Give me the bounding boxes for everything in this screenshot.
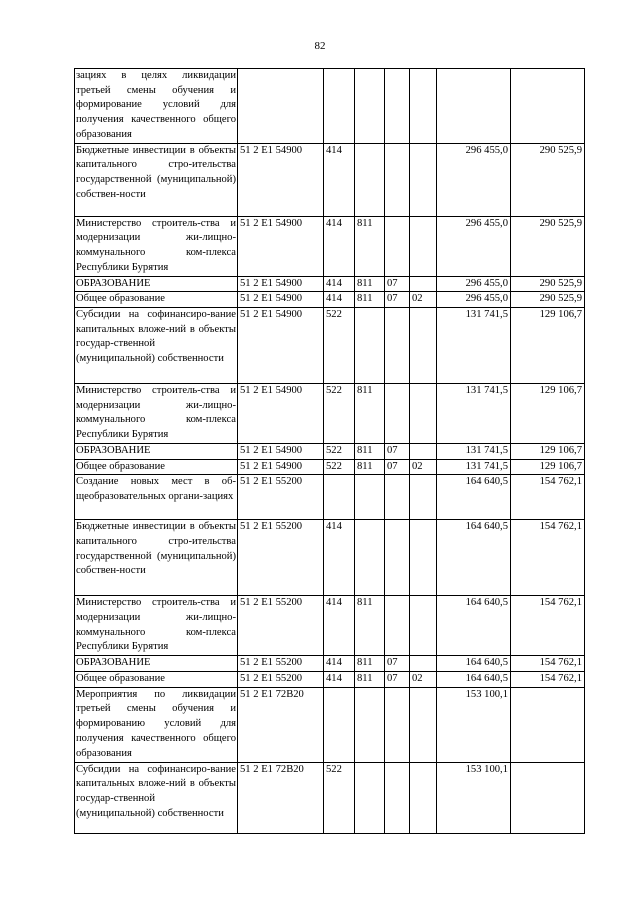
row-vr-cell: 414 — [324, 672, 355, 688]
row-rz-cell — [385, 475, 410, 520]
row-csr-cell: 51 2 E1 54900 — [238, 216, 324, 276]
row-vr-cell: 522 — [324, 307, 355, 383]
row-sum-2020-cell: 153 100,1 — [437, 762, 511, 833]
row-sum-2020-cell — [437, 69, 511, 144]
row-name-cell: Бюджетные инвестиции в объекты капитального стро-ительства государственной (муниципальной) собствен-ности — [75, 143, 238, 216]
row-csr-cell: 51 2 E1 54900 — [238, 443, 324, 459]
row-vr-cell: 414 — [324, 596, 355, 656]
row-sum-2020-cell: 164 640,5 — [437, 520, 511, 596]
row-csr-cell: 51 2 E1 54900 — [238, 383, 324, 443]
row-vr-cell: 414 — [324, 276, 355, 292]
row-sum-2021-cell: 129 106,7 — [511, 307, 585, 383]
row-sum-2020-cell: 131 741,5 — [437, 459, 511, 475]
row-rz-cell — [385, 69, 410, 144]
row-name-cell: Субсидии на софинансиро-вание капитальных вложе-ний в объекты государ-ственной (муниципальной) собственности — [75, 762, 238, 833]
row-pr-cell — [410, 307, 437, 383]
row-vr-cell: 414 — [324, 143, 355, 216]
table-row — [75, 762, 585, 833]
table-row — [75, 459, 585, 475]
row-csr-cell: 51 2 E1 72В20 — [238, 762, 324, 833]
row-grbs-cell: 811 — [355, 276, 385, 292]
row-sum-2021-cell — [511, 69, 585, 144]
row-pr-cell — [410, 383, 437, 443]
row-vr-cell: 522 — [324, 459, 355, 475]
row-name-cell: зациях в целях ликвидации третьей смены обучения и формирование условий для получения качественного общего образования — [75, 69, 238, 144]
row-rz-cell — [385, 216, 410, 276]
row-sum-2020-cell: 153 100,1 — [437, 687, 511, 762]
row-vr-cell: 414 — [324, 656, 355, 672]
table-row — [75, 672, 585, 688]
row-csr-cell: 51 2 E1 55200 — [238, 596, 324, 656]
row-csr-cell: 51 2 E1 55200 — [238, 672, 324, 688]
row-grbs-cell — [355, 69, 385, 144]
table-row — [75, 69, 585, 144]
row-grbs-cell — [355, 762, 385, 833]
page-number: 82 — [314, 40, 326, 52]
row-rz-cell: 07 — [385, 292, 410, 308]
row-vr-cell — [324, 687, 355, 762]
row-sum-2020-cell: 131 741,5 — [437, 443, 511, 459]
table-row — [75, 443, 585, 459]
table-row — [75, 292, 585, 308]
row-rz-cell — [385, 520, 410, 596]
row-grbs-cell — [355, 143, 385, 216]
row-sum-2021-cell: 154 762,1 — [511, 596, 585, 656]
row-sum-2021-cell — [511, 762, 585, 833]
row-rz-cell — [385, 383, 410, 443]
row-csr-cell: 51 2 E1 55200 — [238, 520, 324, 596]
row-sum-2021-cell — [511, 687, 585, 762]
row-name-cell: Мероприятия по ликвидации третьей смены обучения и формированию условий для получения качественного общего образования — [75, 687, 238, 762]
row-name-cell: Министерство строитель-ства и модернизации жи-лищно-коммунального ком-плекса Республики Бурятия — [75, 383, 238, 443]
row-vr-cell: 414 — [324, 216, 355, 276]
row-pr-cell — [410, 596, 437, 656]
row-name-cell: Бюджетные инвестиции в объекты капитального стро-ительства государственной (муниципальной) собствен-ности — [75, 520, 238, 596]
table-row — [75, 216, 585, 276]
row-rz-cell: 07 — [385, 656, 410, 672]
row-grbs-cell: 811 — [355, 656, 385, 672]
table-row — [75, 307, 585, 383]
row-sum-2021-cell: 290 525,9 — [511, 276, 585, 292]
row-vr-cell: 414 — [324, 292, 355, 308]
row-sum-2020-cell: 296 455,0 — [437, 216, 511, 276]
row-name-cell: Министерство строитель-ства и модернизации жи-лищно-коммунального ком-плекса Республики Бурятия — [75, 596, 238, 656]
table-row — [75, 143, 585, 216]
row-rz-cell — [385, 307, 410, 383]
table-row — [75, 475, 585, 520]
row-csr-cell: 51 2 E1 54900 — [238, 292, 324, 308]
row-csr-cell: 51 2 E1 54900 — [238, 459, 324, 475]
table-row — [75, 520, 585, 596]
row-pr-cell — [410, 143, 437, 216]
row-sum-2020-cell: 164 640,5 — [437, 475, 511, 520]
row-pr-cell: 02 — [410, 672, 437, 688]
row-rz-cell — [385, 596, 410, 656]
row-name-cell: Общее образование — [75, 672, 238, 688]
row-sum-2020-cell: 164 640,5 — [437, 656, 511, 672]
row-pr-cell — [410, 656, 437, 672]
row-rz-cell — [385, 143, 410, 216]
row-vr-cell: 522 — [324, 443, 355, 459]
row-rz-cell: 07 — [385, 276, 410, 292]
row-csr-cell: 51 2 E1 54900 — [238, 143, 324, 216]
row-pr-cell — [410, 762, 437, 833]
row-grbs-cell: 811 — [355, 443, 385, 459]
row-rz-cell: 07 — [385, 443, 410, 459]
row-sum-2020-cell: 164 640,5 — [437, 672, 511, 688]
row-sum-2021-cell: 154 762,1 — [511, 656, 585, 672]
row-rz-cell: 07 — [385, 672, 410, 688]
row-name-cell: Министерство строитель-ства и модернизации жи-лищно-коммунального ком-плекса Республики Бурятия — [75, 216, 238, 276]
row-sum-2020-cell: 296 455,0 — [437, 276, 511, 292]
budget-table — [74, 68, 585, 834]
row-pr-cell — [410, 475, 437, 520]
row-sum-2020-cell: 131 741,5 — [437, 307, 511, 383]
row-csr-cell: 51 2 E1 54900 — [238, 276, 324, 292]
row-csr-cell — [238, 69, 324, 144]
row-pr-cell — [410, 520, 437, 596]
row-vr-cell: 522 — [324, 383, 355, 443]
row-pr-cell — [410, 276, 437, 292]
row-sum-2021-cell: 154 762,1 — [511, 672, 585, 688]
row-sum-2021-cell: 129 106,7 — [511, 443, 585, 459]
row-vr-cell: 522 — [324, 762, 355, 833]
row-grbs-cell — [355, 475, 385, 520]
row-grbs-cell: 811 — [355, 292, 385, 308]
row-sum-2021-cell: 129 106,7 — [511, 459, 585, 475]
table-row — [75, 687, 585, 762]
row-grbs-cell: 811 — [355, 459, 385, 475]
row-sum-2020-cell: 296 455,0 — [437, 292, 511, 308]
row-sum-2021-cell: 290 525,9 — [511, 292, 585, 308]
row-name-cell: ОБРАЗОВАНИЕ — [75, 656, 238, 672]
row-sum-2020-cell: 296 455,0 — [437, 143, 511, 216]
row-grbs-cell: 811 — [355, 383, 385, 443]
row-vr-cell — [324, 69, 355, 144]
row-pr-cell: 02 — [410, 459, 437, 475]
table-body — [75, 69, 585, 834]
row-name-cell: Создание новых мест в об-щеобразовательных органи-зациях — [75, 475, 238, 520]
row-grbs-cell — [355, 687, 385, 762]
row-sum-2020-cell: 164 640,5 — [437, 596, 511, 656]
row-sum-2021-cell: 154 762,1 — [511, 475, 585, 520]
table-row — [75, 656, 585, 672]
table-row — [75, 383, 585, 443]
row-sum-2021-cell: 290 525,9 — [511, 143, 585, 216]
row-name-cell: ОБРАЗОВАНИЕ — [75, 276, 238, 292]
row-grbs-cell: 811 — [355, 216, 385, 276]
row-sum-2020-cell: 131 741,5 — [437, 383, 511, 443]
row-csr-cell: 51 2 E1 55200 — [238, 475, 324, 520]
row-grbs-cell: 811 — [355, 672, 385, 688]
row-name-cell: ОБРАЗОВАНИЕ — [75, 443, 238, 459]
table-row — [75, 276, 585, 292]
row-rz-cell: 07 — [385, 459, 410, 475]
row-grbs-cell: 811 — [355, 596, 385, 656]
row-csr-cell: 51 2 E1 55200 — [238, 656, 324, 672]
row-pr-cell — [410, 687, 437, 762]
row-grbs-cell — [355, 307, 385, 383]
row-csr-cell: 51 2 E1 72В20 — [238, 687, 324, 762]
row-rz-cell — [385, 762, 410, 833]
row-pr-cell — [410, 443, 437, 459]
row-name-cell: Субсидии на софинансиро-вание капитальных вложе-ний в объекты государ-ственной (муниципальной) собственности — [75, 307, 238, 383]
row-sum-2021-cell: 129 106,7 — [511, 383, 585, 443]
row-vr-cell — [324, 475, 355, 520]
row-pr-cell — [410, 216, 437, 276]
row-vr-cell: 414 — [324, 520, 355, 596]
row-sum-2021-cell: 154 762,1 — [511, 520, 585, 596]
table-row — [75, 596, 585, 656]
row-grbs-cell — [355, 520, 385, 596]
row-csr-cell: 51 2 E1 54900 — [238, 307, 324, 383]
row-pr-cell: 02 — [410, 292, 437, 308]
row-rz-cell — [385, 687, 410, 762]
row-name-cell: Общее образование — [75, 292, 238, 308]
row-name-cell: Общее образование — [75, 459, 238, 475]
row-sum-2021-cell: 290 525,9 — [511, 216, 585, 276]
row-pr-cell — [410, 69, 437, 144]
